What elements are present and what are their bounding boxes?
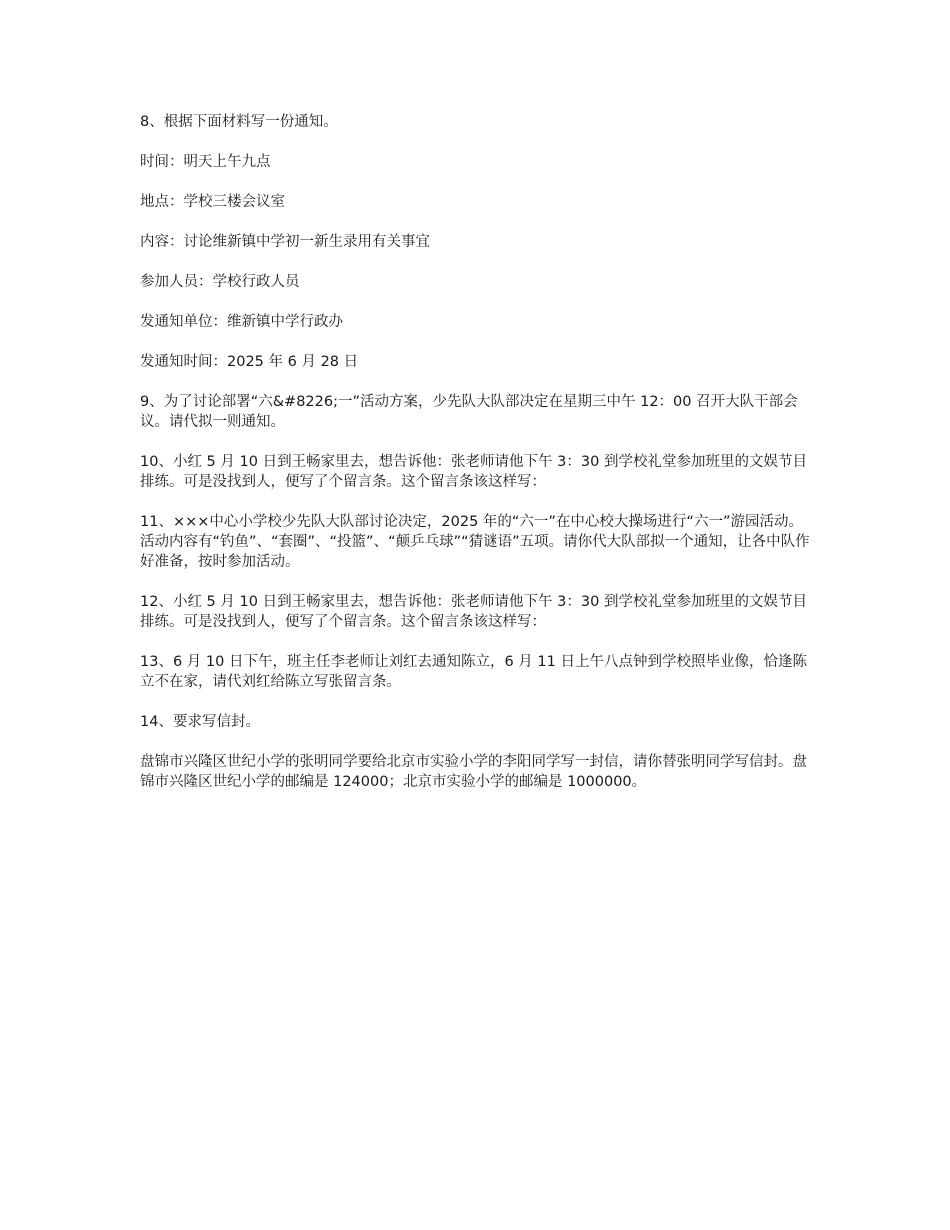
question-13: 13、6 月 10 日下午，班主任李老师让刘红去通知陈立，6 月 11 日上午八点钟到学校照毕业像，恰逢陈立不在家，请代刘红给陈立写张留言条。	[140, 654, 807, 690]
question-8: 8、根据下面材料写一份通知。	[140, 114, 338, 130]
info-participants: 参加人员：学校行政人员	[140, 274, 300, 290]
question-10: 10、小红 5 月 10 日到王畅家里去，想告诉他：张老师请他下午 3：30 到学校礼堂参加班里的文娱节目排练。可是没找到人，便写了个留言条。这个留言条该这样写：	[140, 454, 807, 490]
info-content: 内容：讨论维新镇中学初一新生录用有关事宜	[140, 234, 430, 250]
question-14-detail: 盘锦市兴隆区世纪小学的张明同学要给北京市实验小学的李阳同学写一封信，请你替张明同学写信封。盘锦市兴隆区世纪小学的邮编是 124000；北京市实验小学的邮编是 1000000。	[140, 754, 807, 790]
info-issue-date: 发通知时间：2025 年 6 月 28 日	[140, 354, 359, 370]
question-14: 14、要求写信封。	[140, 714, 260, 730]
info-location: 地点：学校三楼会议室	[140, 194, 285, 210]
question-9: 9、为了讨论部署“六&#8226;一”活动方案，少先队大队部决定在星期三中午 12：00 召开大队干部会议。请代拟一则通知。	[140, 394, 798, 430]
question-11: 11、×××中心小学校少先队大队部讨论决定，2025 年的“六一”在中心校大操场进行“六一”游园活动。活动内容有“钓鱼”、“套圈”、“投篮”、“颠乒乓球”“猜谜语”五项。请你代大队部拟一个通知，让各中队作好准备，按时参加活动。	[140, 514, 810, 570]
info-time: 时间：明天上午九点	[140, 154, 271, 170]
info-issuer: 发通知单位：维新镇中学行政办	[140, 314, 343, 330]
question-12: 12、小红 5 月 10 日到王畅家里去，想告诉他：张老师请他下午 3：30 到学校礼堂参加班里的文娱节目排练。可是没找到人，便写了个留言条。这个留言条该这样写：	[140, 594, 807, 630]
document-page	[140, 112, 812, 812]
